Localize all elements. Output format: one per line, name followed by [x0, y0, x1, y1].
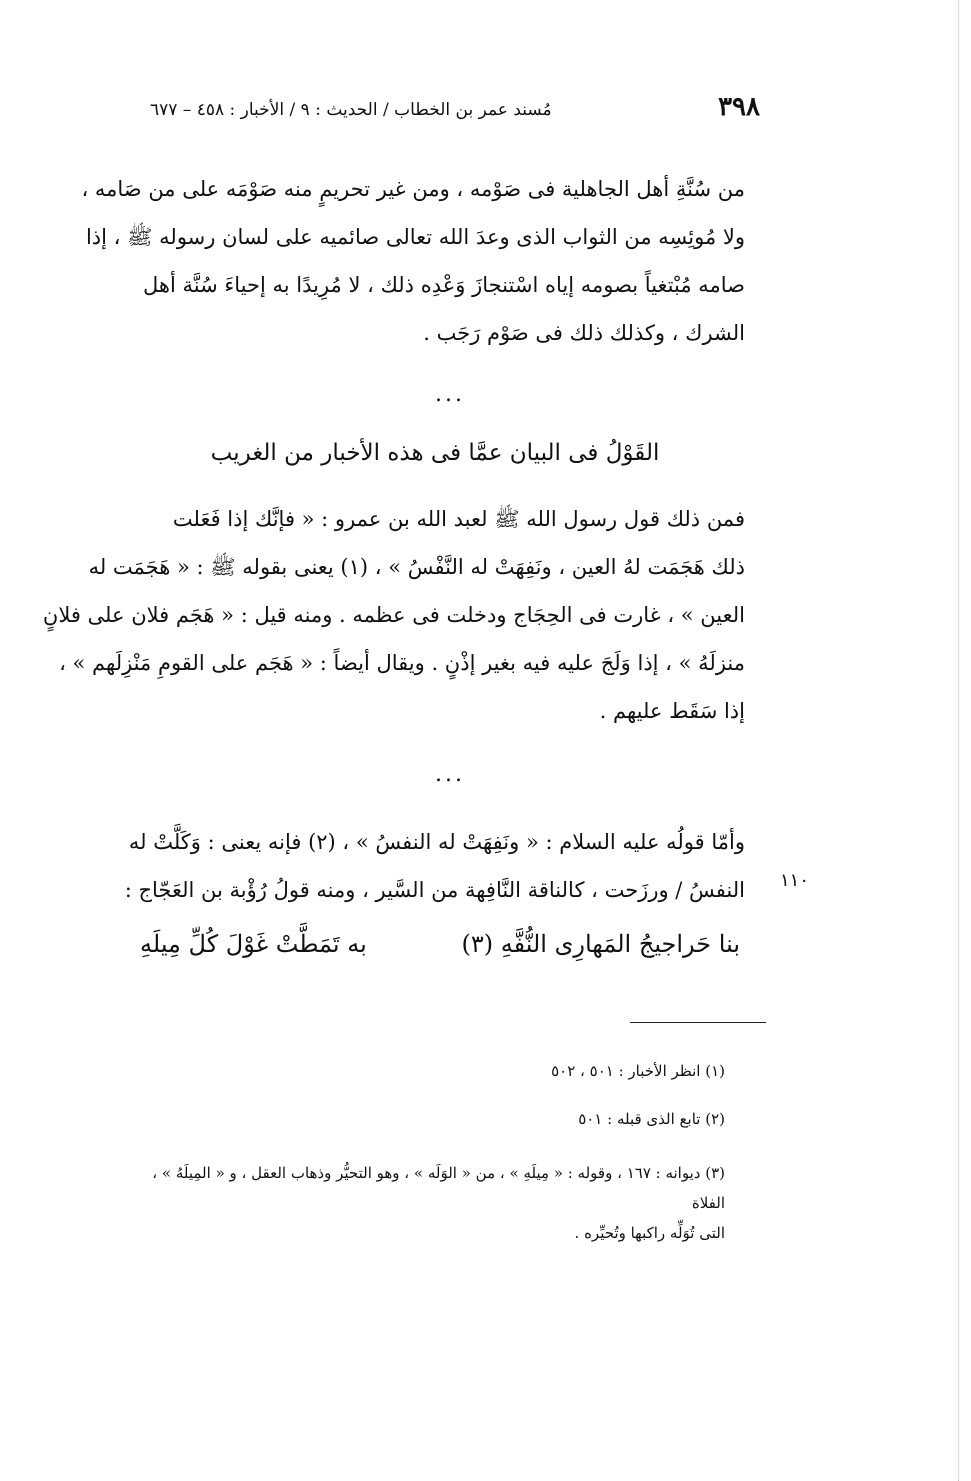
- paragraph-line: صامه مُبْتغياً بصومه إياه اسْتنجازَ وَعْدِه ذلك ، لا مُرِيدًا به إحياءَ سُنَّة أهل: [143, 273, 745, 297]
- verse-hemistich-second: به تَمَطَّتْ غَوْلَ كُلِّ مِيلَهِ: [140, 930, 367, 958]
- page-header: [150, 92, 760, 122]
- paragraph-line: ذلك هَجَمَت لهُ العين ، ونَفِهَتْ له النَّفْسُ » ، (١) يعنى بقوله ﷺ : « هَجَمَت له: [88, 555, 745, 579]
- paragraph-2: [42, 495, 745, 735]
- paragraph-line: العين » ، غارت فى الحِجَاج ودخلت فى عظمه . ومنه قيل : « هَجَم فلان على فلانٍ: [42, 603, 745, 627]
- section-heading: القَوْلُ فى البيان عمَّا فى هذه الأخبار من الغريب: [210, 440, 660, 466]
- section-separator: ...: [435, 762, 465, 787]
- paragraph-3: [124, 818, 745, 914]
- paragraph-1: [81, 165, 745, 357]
- running-head: مُسند عمر بن الخطاب / الحديث : ٩ / الأخبار : ٤٥٨ – ٦٧٧: [150, 100, 552, 120]
- footnote-2: (٢) تابع الذى قبله : ٥٠١: [578, 1110, 725, 1128]
- paragraph-line: من سُنَّةِ أهل الجاهلية فى صَوْمه ، ومن غير تحريمٍ منه صَوْمَه على من صَامه ،: [81, 177, 745, 201]
- paragraph-line: منزلَهُ » ، إذا وَلَجَ عليه فيه بغير إذْنٍ . ويقال أيضاً : « هَجَم على القومِ مَنْزِلَهم » ،: [59, 651, 745, 675]
- footnote-1: (١) انظر الأخبار : ٥٠١ ، ٥٠٢: [551, 1062, 725, 1080]
- footnote-divider: [630, 1022, 766, 1023]
- verse-hemistich-first: بنا حَراجيجُ المَهارِى النُّفَّهِ (٣): [461, 930, 740, 958]
- paragraph-line: وأمّا قولُه عليه السلام : « ونَفِهَتْ له النفسُ » ، (٢) فإنه يعنى : وَكَلَّتْ له: [128, 830, 745, 854]
- footnote-3: [120, 1158, 725, 1248]
- paragraph-line: فمن ذلك قول رسول الله ﷺ لعبد الله بن عمرو : « فإنَّك إذا فَعَلت: [172, 507, 745, 531]
- paragraph-line: إذا سَقَط عليهم .: [599, 699, 745, 723]
- footnote-line: (٣) ديوانه : ١٦٧ ، وقوله : « مِيلَهِ » ، من « الوَلَه » ، وهو التحيُّر وذهاب العقل ، و « المِيلَهُ » ، الفلاة: [152, 1164, 725, 1212]
- footnote-line: التى تُوَلِّه راكبها وتُحيِّره .: [574, 1224, 725, 1242]
- margin-page-number: ١١٠: [780, 870, 810, 891]
- section-separator: ...: [435, 382, 465, 407]
- paragraph-line: ولا مُوئِسِه من الثواب الذى وعدَ الله تعالى صائميه على لسان رسوله ﷺ ، إذا: [85, 225, 745, 249]
- paragraph-line: النفسُ / ورزَحت ، كالناقة النَّافِهة من السَّير ، ومنه قولُ رُؤْبة بن العَجّاج :: [124, 878, 745, 902]
- page-edge: [957, 0, 959, 1481]
- verse: [140, 930, 740, 958]
- page-number: ٣٩٨: [718, 92, 760, 122]
- paragraph-line: الشرك ، وكذلك ذلك فى صَوْم رَجَب .: [423, 321, 745, 345]
